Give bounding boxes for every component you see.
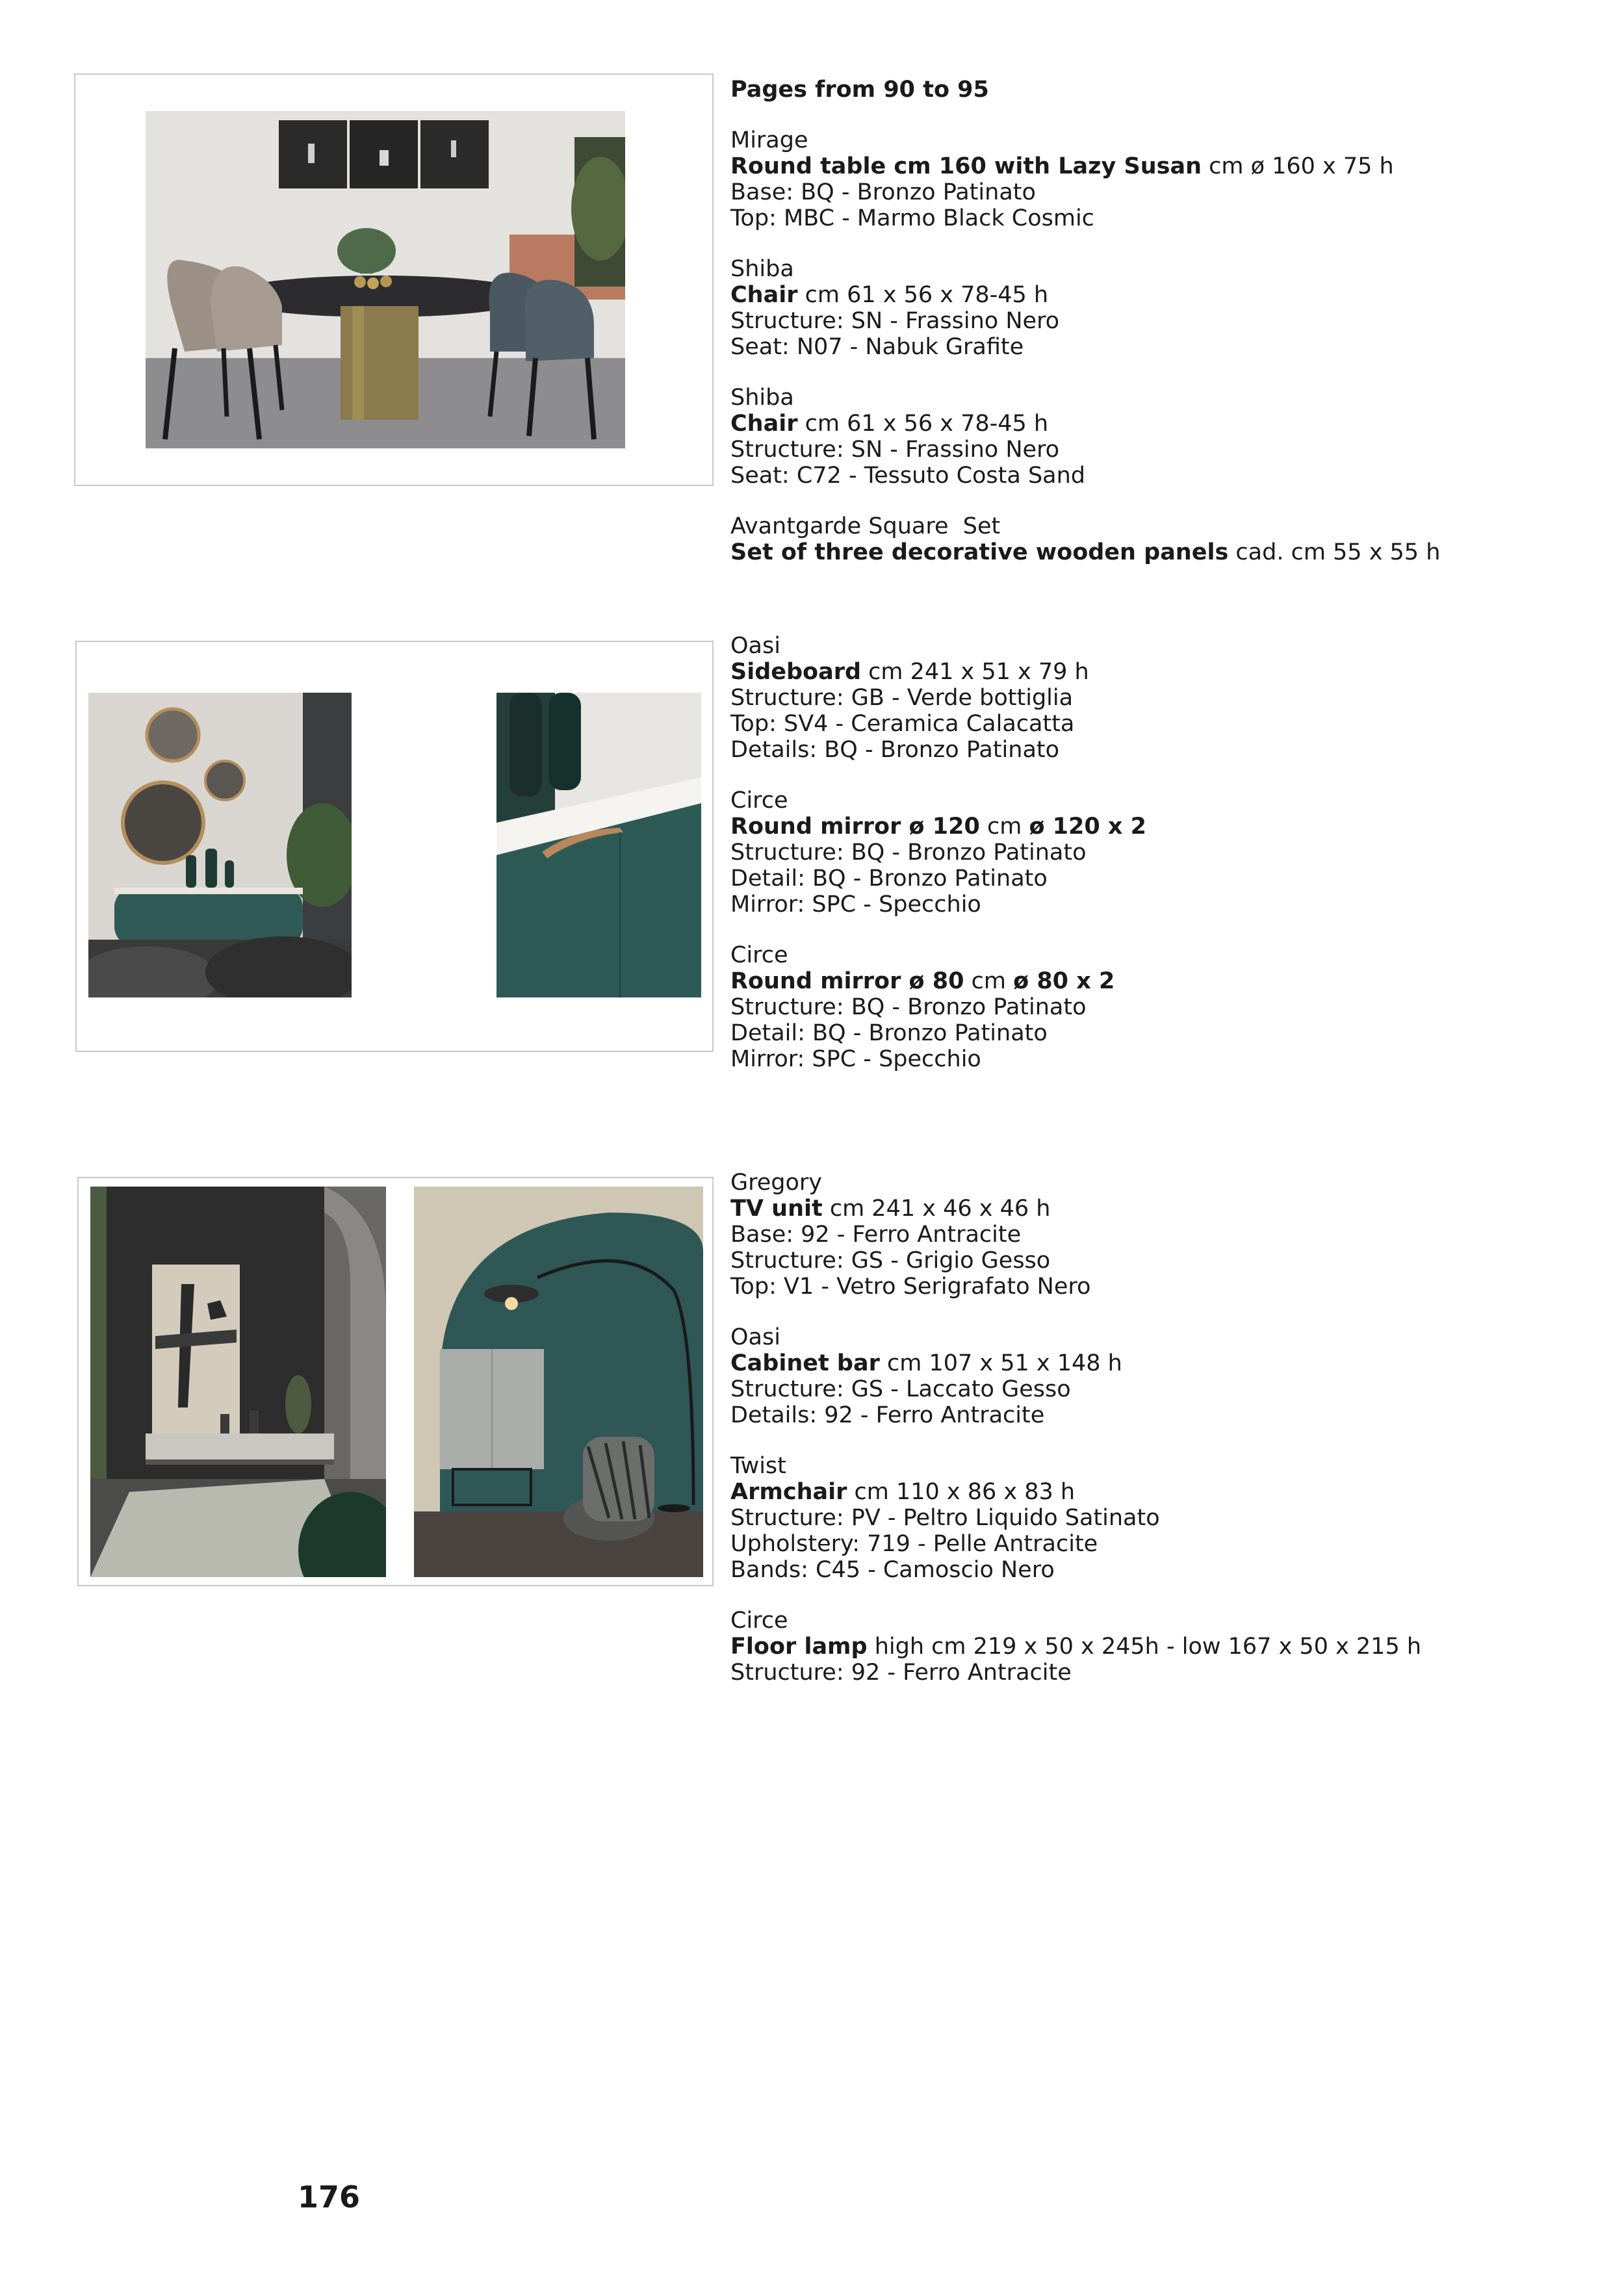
product-detail: Top: V1 - Vetro Serigrafato Nero: [730, 1274, 1091, 1300]
product-detail: Structure: 92 - Ferro Antracite: [730, 1660, 1072, 1686]
product-detail: Structure: SN - Frassino Nero: [730, 437, 1060, 463]
product-dimensions: high cm 219 x 50 x 245h - low 167 x 50 x 215 h: [867, 1634, 1422, 1660]
product-entry: [730, 513, 1575, 565]
product-dimensions-bold: ø 80 x 2: [1013, 968, 1115, 994]
product-detail: Base: BQ - Bronzo Patinato: [730, 179, 1036, 205]
dining-room-photo: [146, 111, 625, 448]
product-detail: Mirror: SPC - Specchio: [730, 1046, 981, 1072]
product-dimensions: cm: [964, 968, 1014, 994]
product-dimensions: cm 61 x 56 x 78-45 h: [797, 282, 1049, 308]
page-number: 176: [298, 2179, 361, 2215]
product-entry: [730, 1453, 1575, 1583]
pages-heading: Pages from 90 to 95: [730, 77, 989, 103]
product-collection: Avantgarde Square Set: [730, 513, 1001, 539]
product-name: Cabinet bar: [730, 1350, 880, 1376]
product-collection: Circe: [730, 942, 788, 968]
product-detail: Details: BQ - Bronzo Patinato: [730, 737, 1060, 763]
product-detail: Top: SV4 - Ceramica Calacatta: [730, 711, 1075, 737]
product-entry: [730, 1324, 1575, 1428]
product-entry: [730, 942, 1575, 1072]
product-name: Armchair: [730, 1479, 847, 1505]
product-name: Round mirror ø 80: [730, 968, 964, 994]
product-collection: Circe: [730, 788, 788, 814]
product-dimensions: cm 110 x 86 x 83 h: [847, 1479, 1076, 1505]
sideboard-room-photo: [88, 693, 352, 997]
product-detail: Upholstery: 719 - Pelle Antracite: [730, 1531, 1098, 1557]
product-dimensions: cm 61 x 56 x 78-45 h: [797, 411, 1049, 437]
product-entry: [730, 1608, 1575, 1686]
product-dimensions: cm: [979, 814, 1029, 840]
product-detail: Structure: GB - Verde bottiglia: [730, 685, 1074, 711]
product-name: Chair: [730, 282, 798, 308]
product-dimensions-bold: ø 120 x 2: [1029, 814, 1147, 840]
product-detail: Structure: PV - Peltro Liquido Satinato: [730, 1505, 1160, 1531]
product-detail: Seat: C72 - Tessuto Costa Sand: [730, 463, 1086, 489]
product-detail: Structure: GS - Laccato Gesso: [730, 1376, 1071, 1402]
product-detail: Seat: N07 - Nabuk Grafite: [730, 334, 1024, 360]
product-list-dining: [730, 77, 1575, 590]
product-detail: Structure: BQ - Bronzo Patinato: [730, 994, 1087, 1020]
product-entry: [730, 385, 1575, 489]
cabinet-bar-photo: [414, 1187, 703, 1577]
product-entry: [730, 788, 1575, 918]
product-entry: [730, 127, 1575, 231]
product-collection: Gregory: [730, 1170, 823, 1196]
product-collection: Shiba: [730, 256, 794, 282]
product-collection: Circe: [730, 1608, 788, 1634]
product-dimensions: cm 107 x 51 x 148 h: [879, 1350, 1122, 1376]
product-collection: Twist: [730, 1453, 786, 1479]
product-name: TV unit: [730, 1196, 823, 1222]
product-collection: Shiba: [730, 385, 794, 411]
product-dimensions: cm 241 x 51 x 79 h: [861, 659, 1089, 685]
product-entry: [730, 1170, 1575, 1300]
product-name: Sideboard: [730, 659, 862, 685]
product-detail: Bands: C45 - Camoscio Nero: [730, 1557, 1055, 1583]
product-collection: Mirage: [730, 127, 808, 153]
product-detail: Structure: GS - Grigio Gesso: [730, 1248, 1051, 1274]
product-dimensions: cm ø 160 x 75 h: [1202, 153, 1394, 179]
product-list-living: [730, 1170, 1575, 1710]
product-name: Round mirror ø 120: [730, 814, 980, 840]
product-name: Chair: [730, 411, 798, 437]
product-list-sideboard: [730, 633, 1575, 1097]
product-detail: Structure: BQ - Bronzo Patinato: [730, 840, 1087, 866]
product-detail: Structure: SN - Frassino Nero: [730, 308, 1060, 334]
product-entry: [730, 256, 1575, 360]
product-detail: Mirror: SPC - Specchio: [730, 892, 981, 918]
product-detail: Base: 92 - Ferro Antracite: [730, 1222, 1022, 1248]
product-detail: Detail: BQ - Bronzo Patinato: [730, 866, 1048, 892]
product-detail: Detail: BQ - Bronzo Patinato: [730, 1020, 1048, 1046]
tv-unit-photo: [90, 1187, 386, 1577]
product-dimensions: cad. cm 55 x 55 h: [1228, 539, 1441, 565]
product-collection: Oasi: [730, 633, 780, 659]
product-name: Round table cm 160 with Lazy Susan: [730, 153, 1202, 179]
product-name: Floor lamp: [730, 1634, 868, 1660]
product-collection: Oasi: [730, 1324, 780, 1350]
product-detail: Details: 92 - Ferro Antracite: [730, 1402, 1045, 1428]
product-dimensions: cm 241 x 46 x 46 h: [822, 1196, 1051, 1222]
sideboard-detail-photo: [496, 693, 701, 997]
product-entry: [730, 633, 1575, 763]
product-name: Set of three decorative wooden panels: [730, 539, 1229, 565]
product-detail: Top: MBC - Marmo Black Cosmic: [730, 205, 1094, 231]
